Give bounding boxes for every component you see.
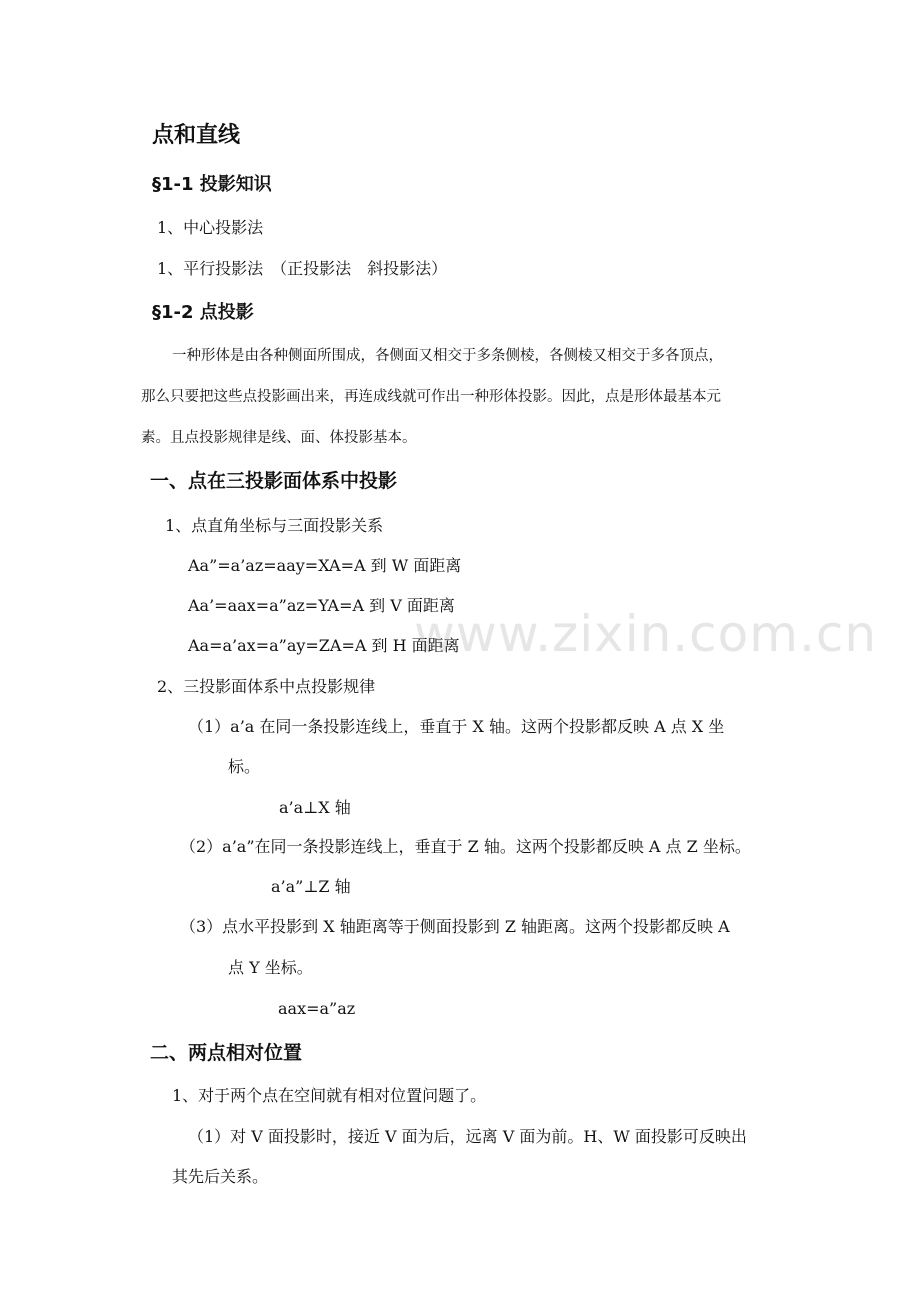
rule-1-formula: a’a⊥X 轴: [279, 798, 351, 817]
subheading-projection-rules: 2、三投影面体系中点投影规律: [157, 677, 376, 696]
rule-1-text-cont: 标。: [228, 757, 261, 776]
rule-1-text: （1）a’a 在同一条投影连线上，垂直于 X 轴。这两个投影都反映 A 点 X 坐: [188, 717, 725, 736]
section-heading-1-2: §1-2 点投影: [152, 302, 254, 323]
section-heading-1-1: §1-1 投影知识: [152, 174, 272, 195]
rule-2-text: （2）a’a”在同一条投影连线上，垂直于 Z 轴。这两个投影都反映 A 点 Z 坐标。: [180, 837, 751, 856]
page-title: 点和直线: [152, 123, 241, 148]
heading-part-one: 一、点在三投影面体系中投影: [150, 470, 398, 492]
list-item-center-projection: 1、中心投影法: [157, 218, 264, 237]
subheading-coordinates: 1、点直角坐标与三面投影关系: [165, 516, 384, 535]
formula-h-distance: Aa=a’ax=a”ay=ZA=A 到 H 面距离: [188, 636, 460, 655]
heading-part-two: 二、两点相对位置: [150, 1042, 303, 1064]
formula-v-distance: Aa’=aax=a”az=YA=A 到 V 面距离: [188, 596, 455, 615]
rule-3-text: （3）点水平投影到 X 轴距离等于侧面投影到 Z 轴距离。这两个投影都反映 A: [180, 917, 730, 936]
formula-w-distance: Aa”=a’az=aay=XA=A 到 W 面距离: [188, 556, 462, 575]
part-two-rule-1-text: （1）对 V 面投影时，接近 V 面为后，远离 V 面为前。H、W 面投影可反映出: [188, 1127, 747, 1146]
rule-3-text-cont: 点 Y 坐标。: [228, 958, 313, 977]
list-item-parallel-projection: 1、平行投影法 （正投影法 斜投影法）: [157, 259, 448, 278]
paragraph-line: 素。且点投影规律是线、面、体投影基本。: [141, 430, 417, 446]
part-two-subheading: 1、对于两个点在空间就有相对位置问题了。: [172, 1086, 487, 1105]
rule-3-formula: aax=a”az: [278, 999, 356, 1018]
watermark: www.zixin.com.cn: [414, 605, 878, 663]
part-two-rule-1-text-cont: 其先后关系。: [172, 1167, 269, 1186]
paragraph-line: 那么只要把这些点投影画出来，再连成线就可作出一种形体投影。因此，点是形体最基本元: [141, 389, 721, 405]
paragraph-line: 一种形体是由各种侧面所围成，各侧面又相交于多条侧棱，各侧棱又相交于多各顶点，: [172, 348, 723, 364]
rule-2-formula: a’a”⊥Z 轴: [271, 877, 351, 896]
